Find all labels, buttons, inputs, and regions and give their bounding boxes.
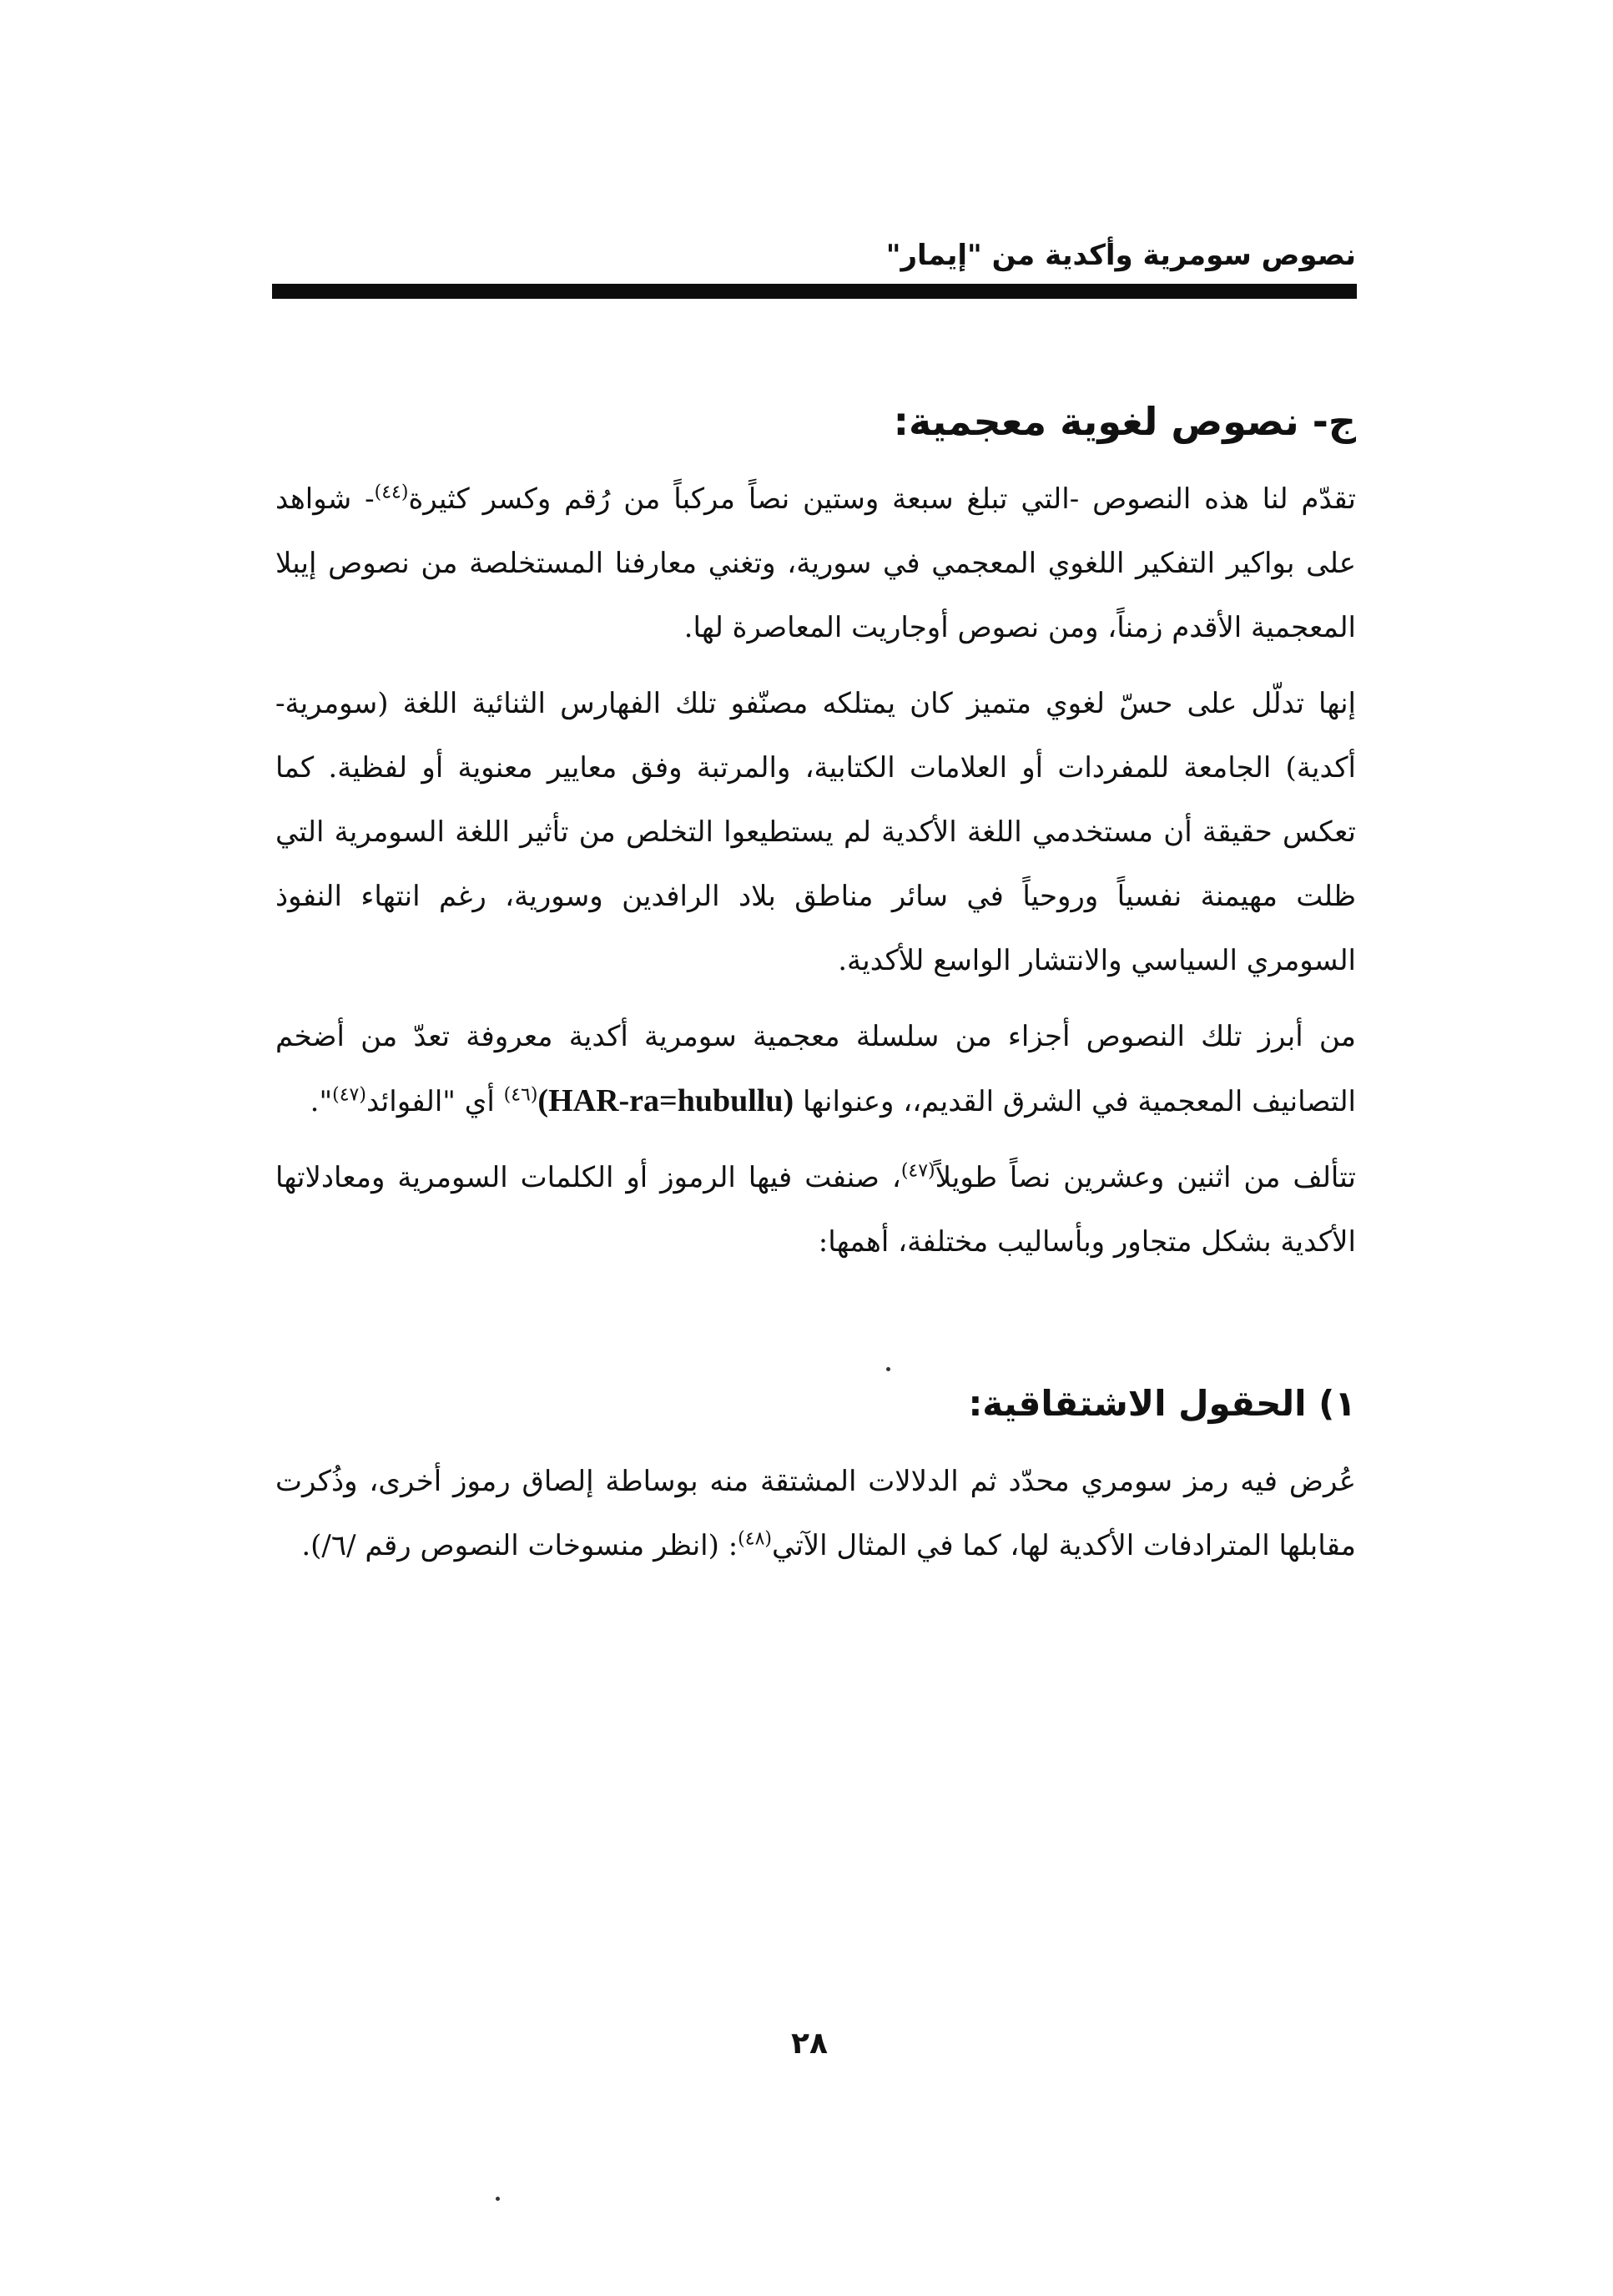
footnote-ref-47b: (٤٧): [900, 1160, 935, 1182]
scan-speck: [886, 1367, 890, 1371]
paragraph-3-text-a: من أبرز تلك النصوص أجزاء من سلسلة معجمية سومرية أكدية معروفة تعدّ من أضخم التصانيف المعجمية في الشرق القديم،، وعنوانها: [275, 1020, 1356, 1118]
paragraph-2: إنها تدلّل على حسّ لغوي متميز كان يمتلكه مصنّفو تلك الفهارس الثنائية اللغة (سومرية- أكدية) الجامعة للمفردات أو العلامات الكتابية، والمرتبة وفق معايير معنوية أو لفظية. كما تعكس حقيقة أن مستخدمي اللغة الأكدية لم يستطيعوا التخلص من تأثير اللغة السومرية التي ظلت مهيمنة نفسياً وروحياً في سائر مناطق بلاد الرافدين وسورية، رغم انتهاء النفوذ السومري السياسي والانتشار الواسع للأكدية.: [275, 687, 1357, 977]
paragraph-4-text-a: تتألف من اثنين وعشرين نصاً طويلاً: [935, 1161, 1357, 1194]
page-number: ٢٨: [791, 2026, 828, 2061]
footnote-ref-48: (٤٨): [738, 1528, 772, 1550]
paragraph-1: [275, 467, 1356, 660]
page-body: [275, 392, 1356, 1590]
subsection-title: ١) الحقول الاشتقاقية:: [968, 1383, 1356, 1424]
scan-speck: [496, 2197, 500, 2201]
paragraph-3-text-b: أي "الفوائد: [365, 1085, 504, 1118]
latin-series-title: (HAR-ra=hubullu): [537, 1083, 794, 1118]
paragraph-4: [275, 1146, 1356, 1274]
paragraph-3-text-c: ".: [310, 1085, 333, 1118]
paragraph-5-text-a: عُرض فيه رمز سومري محدّد ثم الدلالات المشتقة منه بوساطة إلصاق رموز أخرى، وذُكرت مقابلها المترادفات الأكدية لها، كما في المثال الآتي: [275, 1465, 1356, 1562]
footnote-ref-47: (٤٧): [332, 1084, 366, 1106]
footnote-ref-46: (٤٦): [503, 1084, 538, 1106]
header-rule: [272, 284, 1357, 299]
paragraph-1-text-b: - شواهد على بواكير التفكير اللغوي المعجمي في سورية، وتغني معارفنا المستخلصة من نصوص إيبلا المعجمية الأقدم زمناً، ومن نصوص أوجاريت المعاصرة لها.: [275, 482, 1356, 644]
paragraph-3: [275, 1005, 1356, 1134]
paragraph-4-text-b: ، صنفت فيها الرموز أو الكلمات السومرية ومعادلاتها الأكدية بشكل متجاور وبأساليب مختلفة، أهمها:: [275, 1161, 1356, 1259]
paragraph-1-text-a: تقدّم لنا هذه النصوص -التي تبلغ سبعة وستين نصاً مركباً من رُقم وكسر كثيرة: [408, 482, 1356, 516]
section-title: ج- نصوص لغوية معجمية:: [893, 399, 1356, 444]
running-header: نصوص سومرية وأكدية من "إيمار": [885, 239, 1356, 272]
paragraph-5-text-b: : (انظر منسوخات النصوص رقم /٦/).: [301, 1529, 738, 1562]
paragraph-5: [275, 1450, 1356, 1578]
footnote-ref-44: (٤٤): [374, 482, 409, 503]
